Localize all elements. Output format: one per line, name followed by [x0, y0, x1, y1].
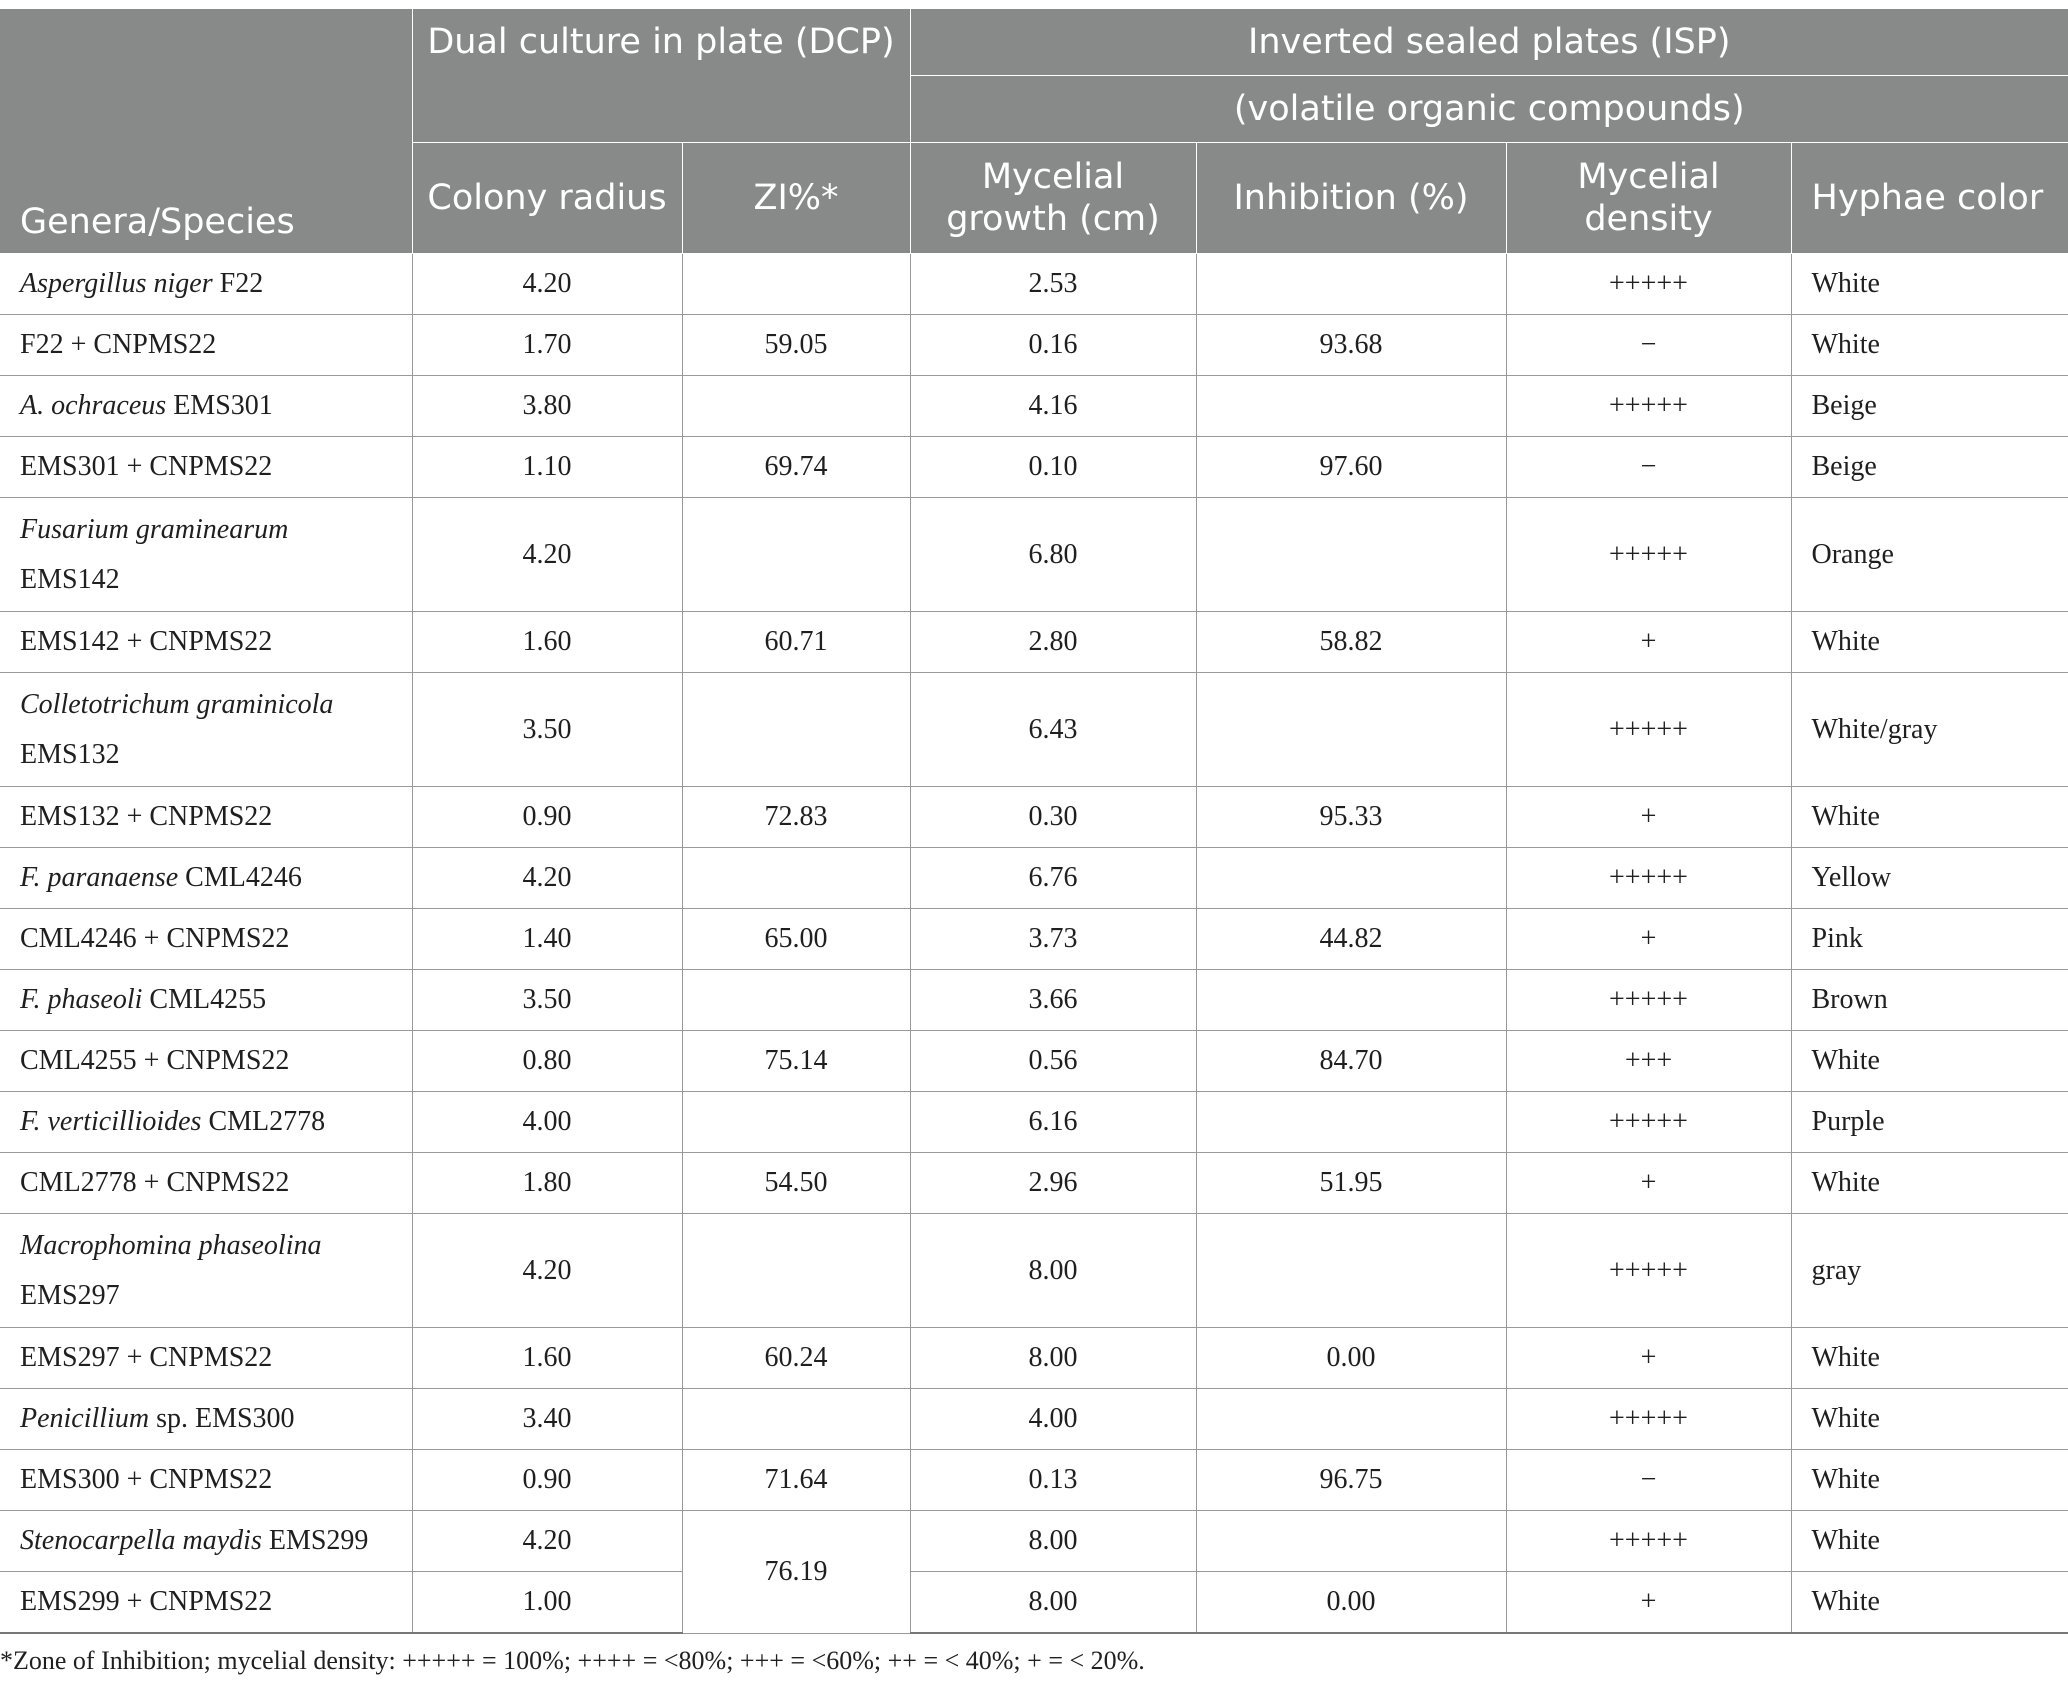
cell-mycelial-density: +++++	[1506, 498, 1791, 612]
table-row	[0, 1572, 2068, 1634]
cell-mycelial-growth: 0.16	[910, 315, 1196, 376]
cell-hyphae-color: White	[1791, 1389, 2068, 1450]
cell-inhibition	[1196, 673, 1506, 787]
strain-name: EMS132	[20, 738, 120, 770]
cell-hyphae-color: Beige	[1791, 376, 2068, 437]
cell-mycelial-growth: 2.96	[910, 1153, 1196, 1214]
cell-mycelial-growth: 8.00	[910, 1511, 1196, 1572]
cell-genera-species	[0, 1450, 412, 1511]
cell-hyphae-color: White	[1791, 1572, 2068, 1634]
cell-zi	[682, 848, 910, 909]
species-name-italic: Penicillium	[20, 1403, 150, 1434]
cell-mycelial-density: +	[1506, 612, 1791, 673]
cell-colony-radius: 3.40	[412, 1389, 682, 1450]
strain-name: EMS300 + CNPMS22	[20, 1464, 273, 1495]
strain-name: EMS297	[20, 1279, 120, 1311]
cell-genera-species	[0, 1389, 412, 1450]
cell-mycelial-density: +++++	[1506, 673, 1791, 787]
cell-hyphae-color: White/gray	[1791, 673, 2068, 787]
cell-colony-radius: 4.20	[412, 254, 682, 315]
cell-hyphae-color: Yellow	[1791, 848, 2068, 909]
cell-mycelial-density: +++++	[1506, 376, 1791, 437]
strain-name: EMS297 + CNPMS22	[20, 1342, 273, 1373]
cell-hyphae-color: White	[1791, 612, 2068, 673]
cell-mycelial-growth: 0.13	[910, 1450, 1196, 1511]
cell-inhibition	[1196, 1092, 1506, 1153]
cell-mycelial-density: +	[1506, 787, 1791, 848]
cell-genera-species	[0, 1031, 412, 1092]
cell-mycelial-growth: 0.30	[910, 787, 1196, 848]
table-container	[0, 8, 2068, 1676]
cell-inhibition: 0.00	[1196, 1328, 1506, 1389]
cell-hyphae-color: White	[1791, 1153, 2068, 1214]
cell-mycelial-density: +	[1506, 909, 1791, 970]
table-row	[0, 437, 2068, 498]
cell-colony-radius: 1.40	[412, 909, 682, 970]
cell-mycelial-density: +++	[1506, 1031, 1791, 1092]
cell-zi: 54.50	[682, 1153, 910, 1214]
header-isp: Inverted sealed plates (ISP)	[910, 9, 2068, 76]
cell-inhibition	[1196, 498, 1506, 612]
cell-colony-radius: 1.80	[412, 1153, 682, 1214]
cell-colony-radius: 4.20	[412, 1511, 682, 1572]
header-mycelial-density: Mycelial density	[1506, 143, 1791, 254]
cell-genera-species	[0, 673, 412, 787]
cell-inhibition: 97.60	[1196, 437, 1506, 498]
cell-genera-species	[0, 1511, 412, 1572]
strain-name: EMS299 + CNPMS22	[20, 1586, 273, 1617]
strain-name: CML4246 + CNPMS22	[20, 923, 290, 954]
strain-name: EMS299	[261, 1525, 369, 1556]
cell-genera-species	[0, 376, 412, 437]
cell-zi	[682, 1092, 910, 1153]
cell-inhibition: 95.33	[1196, 787, 1506, 848]
cell-inhibition	[1196, 1214, 1506, 1328]
cell-genera-species	[0, 437, 412, 498]
cell-mycelial-growth: 2.53	[910, 254, 1196, 315]
cell-colony-radius: 3.50	[412, 673, 682, 787]
cell-zi	[682, 498, 910, 612]
cell-mycelial-density: +++++	[1506, 848, 1791, 909]
table-body	[0, 254, 2068, 1634]
cell-hyphae-color: gray	[1791, 1214, 2068, 1328]
cell-mycelial-density: +	[1506, 1572, 1791, 1634]
cell-inhibition	[1196, 1389, 1506, 1450]
table-row	[0, 1389, 2068, 1450]
cell-hyphae-color: Purple	[1791, 1092, 2068, 1153]
strain-name: EMS132 + CNPMS22	[20, 801, 273, 832]
table-row	[0, 1214, 2068, 1328]
header-genera-species: Genera/Species	[0, 9, 412, 254]
cell-hyphae-color: White	[1791, 1511, 2068, 1572]
table-row	[0, 612, 2068, 673]
header-colony-radius: Colony radius	[412, 143, 682, 254]
table-row	[0, 787, 2068, 848]
cell-genera-species	[0, 1572, 412, 1634]
cell-mycelial-density: +++++	[1506, 254, 1791, 315]
cell-mycelial-density: +++++	[1506, 1092, 1791, 1153]
cell-genera-species	[0, 254, 412, 315]
cell-zi	[682, 254, 910, 315]
cell-mycelial-growth: 4.16	[910, 376, 1196, 437]
table-row	[0, 1031, 2068, 1092]
cell-colony-radius: 0.90	[412, 1450, 682, 1511]
strain-name: F22	[212, 268, 264, 299]
cell-inhibition: 84.70	[1196, 1031, 1506, 1092]
cell-genera-species	[0, 612, 412, 673]
cell-zi: 59.05	[682, 315, 910, 376]
header-mycelial-growth: Mycelial growth (cm)	[910, 143, 1196, 254]
strain-name: CML4246	[178, 862, 302, 893]
cell-mycelial-density: +++++	[1506, 1389, 1791, 1450]
cell-zi	[682, 673, 910, 787]
cell-zi: 60.71	[682, 612, 910, 673]
cell-mycelial-density: +++++	[1506, 970, 1791, 1031]
cell-mycelial-density: +	[1506, 1328, 1791, 1389]
table-row	[0, 848, 2068, 909]
cell-mycelial-growth: 6.43	[910, 673, 1196, 787]
cell-mycelial-density: +++++	[1506, 1511, 1791, 1572]
table-row	[0, 1092, 2068, 1153]
strain-name: EMS142	[20, 563, 120, 595]
strain-name: EMS142 + CNPMS22	[20, 626, 273, 657]
cell-colony-radius: 1.60	[412, 1328, 682, 1389]
header-hyphae-color: Hyphae color	[1791, 143, 2068, 254]
cell-mycelial-growth: 6.80	[910, 498, 1196, 612]
cell-zi: 72.83	[682, 787, 910, 848]
cell-genera-species	[0, 970, 412, 1031]
cell-colony-radius: 4.20	[412, 848, 682, 909]
cell-inhibition: 96.75	[1196, 1450, 1506, 1511]
cell-hyphae-color: White	[1791, 1031, 2068, 1092]
table-row	[0, 1328, 2068, 1389]
cell-hyphae-color: White	[1791, 1450, 2068, 1511]
cell-mycelial-growth: 8.00	[910, 1328, 1196, 1389]
cell-mycelial-growth: 6.76	[910, 848, 1196, 909]
cell-colony-radius: 1.00	[412, 1572, 682, 1634]
cell-mycelial-density: −	[1506, 315, 1791, 376]
cell-genera-species	[0, 1328, 412, 1389]
cell-genera-species	[0, 315, 412, 376]
species-name-italic: Fusarium graminearum	[20, 513, 289, 545]
cell-colony-radius: 3.80	[412, 376, 682, 437]
cell-inhibition: 51.95	[1196, 1153, 1506, 1214]
species-name-italic: Colletotrichum graminicola	[20, 688, 334, 720]
table-row	[0, 970, 2068, 1031]
cell-zi	[682, 1389, 910, 1450]
species-name-italic: Stenocarpella maydis	[20, 1525, 262, 1556]
header-isp-subtitle: (volatile organic compounds)	[910, 76, 2068, 143]
cell-inhibition: 93.68	[1196, 315, 1506, 376]
cell-mycelial-density: +	[1506, 1153, 1791, 1214]
cell-zi	[682, 970, 910, 1031]
cell-genera-species	[0, 498, 412, 612]
cell-zi: 65.00	[682, 909, 910, 970]
cell-mycelial-density: −	[1506, 437, 1791, 498]
cell-hyphae-color: Orange	[1791, 498, 2068, 612]
species-name-italic: A. ochraceus	[20, 390, 167, 421]
header-zi: ZI%*	[682, 143, 910, 254]
table-row	[0, 315, 2068, 376]
cell-mycelial-growth: 3.73	[910, 909, 1196, 970]
cell-hyphae-color: White	[1791, 254, 2068, 315]
cell-hyphae-color: White	[1791, 1328, 2068, 1389]
cell-mycelial-density: −	[1506, 1450, 1791, 1511]
footnote: *Zone of Inhibition; mycelial density: +++++ = 100%; ++++ = <80%; +++ = <60%; ++ = < 40%; + = < 20%.	[0, 1646, 1145, 1675]
cell-zi: 76.19	[682, 1511, 910, 1634]
table-row	[0, 1153, 2068, 1214]
cell-inhibition	[1196, 848, 1506, 909]
table-row	[0, 254, 2068, 315]
cell-colony-radius: 0.90	[412, 787, 682, 848]
table-row	[0, 909, 2068, 970]
cell-mycelial-growth: 2.80	[910, 612, 1196, 673]
strain-name: CML4255	[142, 984, 267, 1015]
cell-mycelial-growth: 8.00	[910, 1572, 1196, 1634]
cell-hyphae-color: Beige	[1791, 437, 2068, 498]
cell-inhibition: 44.82	[1196, 909, 1506, 970]
cell-zi: 60.24	[682, 1328, 910, 1389]
strain-name: EMS301	[166, 390, 273, 421]
cell-colony-radius: 4.20	[412, 498, 682, 612]
cell-mycelial-growth: 0.10	[910, 437, 1196, 498]
cell-genera-species	[0, 909, 412, 970]
cell-colony-radius: 4.00	[412, 1092, 682, 1153]
cell-mycelial-growth: 6.16	[910, 1092, 1196, 1153]
cell-mycelial-growth: 4.00	[910, 1389, 1196, 1450]
cell-colony-radius: 1.70	[412, 315, 682, 376]
cell-zi: 75.14	[682, 1031, 910, 1092]
cell-genera-species	[0, 1214, 412, 1328]
cell-colony-radius: 0.80	[412, 1031, 682, 1092]
cell-inhibition: 0.00	[1196, 1572, 1506, 1634]
cell-genera-species	[0, 1092, 412, 1153]
cell-colony-radius: 1.60	[412, 612, 682, 673]
cell-hyphae-color: Pink	[1791, 909, 2068, 970]
species-name-italic: F. phaseoli	[20, 984, 143, 1015]
species-name-italic: Macrophomina phaseolina	[20, 1229, 322, 1261]
cell-inhibition	[1196, 1511, 1506, 1572]
cell-genera-species	[0, 1153, 412, 1214]
results-table	[0, 8, 2068, 1634]
cell-colony-radius: 1.10	[412, 437, 682, 498]
cell-hyphae-color: White	[1791, 315, 2068, 376]
cell-zi: 71.64	[682, 1450, 910, 1511]
strain-name: CML4255 + CNPMS22	[20, 1045, 290, 1076]
species-name-italic: F. verticillioides	[20, 1106, 202, 1137]
header-inhibition: Inhibition (%)	[1196, 143, 1506, 254]
strain-name: F22 + CNPMS22	[20, 329, 217, 360]
table-row	[0, 376, 2068, 437]
species-name-italic: Aspergillus niger	[20, 268, 213, 299]
cell-hyphae-color: Brown	[1791, 970, 2068, 1031]
cell-inhibition: 58.82	[1196, 612, 1506, 673]
cell-genera-species	[0, 848, 412, 909]
table-row	[0, 498, 2068, 612]
species-name-italic: F. paranaense	[20, 862, 179, 893]
cell-colony-radius: 3.50	[412, 970, 682, 1031]
table-row	[0, 1450, 2068, 1511]
strain-name: CML2778 + CNPMS22	[20, 1167, 290, 1198]
cell-inhibition	[1196, 254, 1506, 315]
cell-zi	[682, 376, 910, 437]
cell-colony-radius: 4.20	[412, 1214, 682, 1328]
cell-zi	[682, 1214, 910, 1328]
cell-mycelial-density: +++++	[1506, 1214, 1791, 1328]
strain-name: EMS301 + CNPMS22	[20, 451, 273, 482]
cell-mycelial-growth: 8.00	[910, 1214, 1196, 1328]
table-row	[0, 1511, 2068, 1572]
strain-name: CML2778	[201, 1106, 326, 1137]
header-dcp: Dual culture in plate (DCP)	[412, 9, 910, 143]
table-row	[0, 673, 2068, 787]
cell-inhibition	[1196, 970, 1506, 1031]
cell-genera-species	[0, 787, 412, 848]
cell-mycelial-growth: 3.66	[910, 970, 1196, 1031]
cell-hyphae-color: White	[1791, 787, 2068, 848]
cell-zi: 69.74	[682, 437, 910, 498]
strain-name: sp. EMS300	[149, 1403, 295, 1434]
cell-mycelial-growth: 0.56	[910, 1031, 1196, 1092]
cell-inhibition	[1196, 376, 1506, 437]
